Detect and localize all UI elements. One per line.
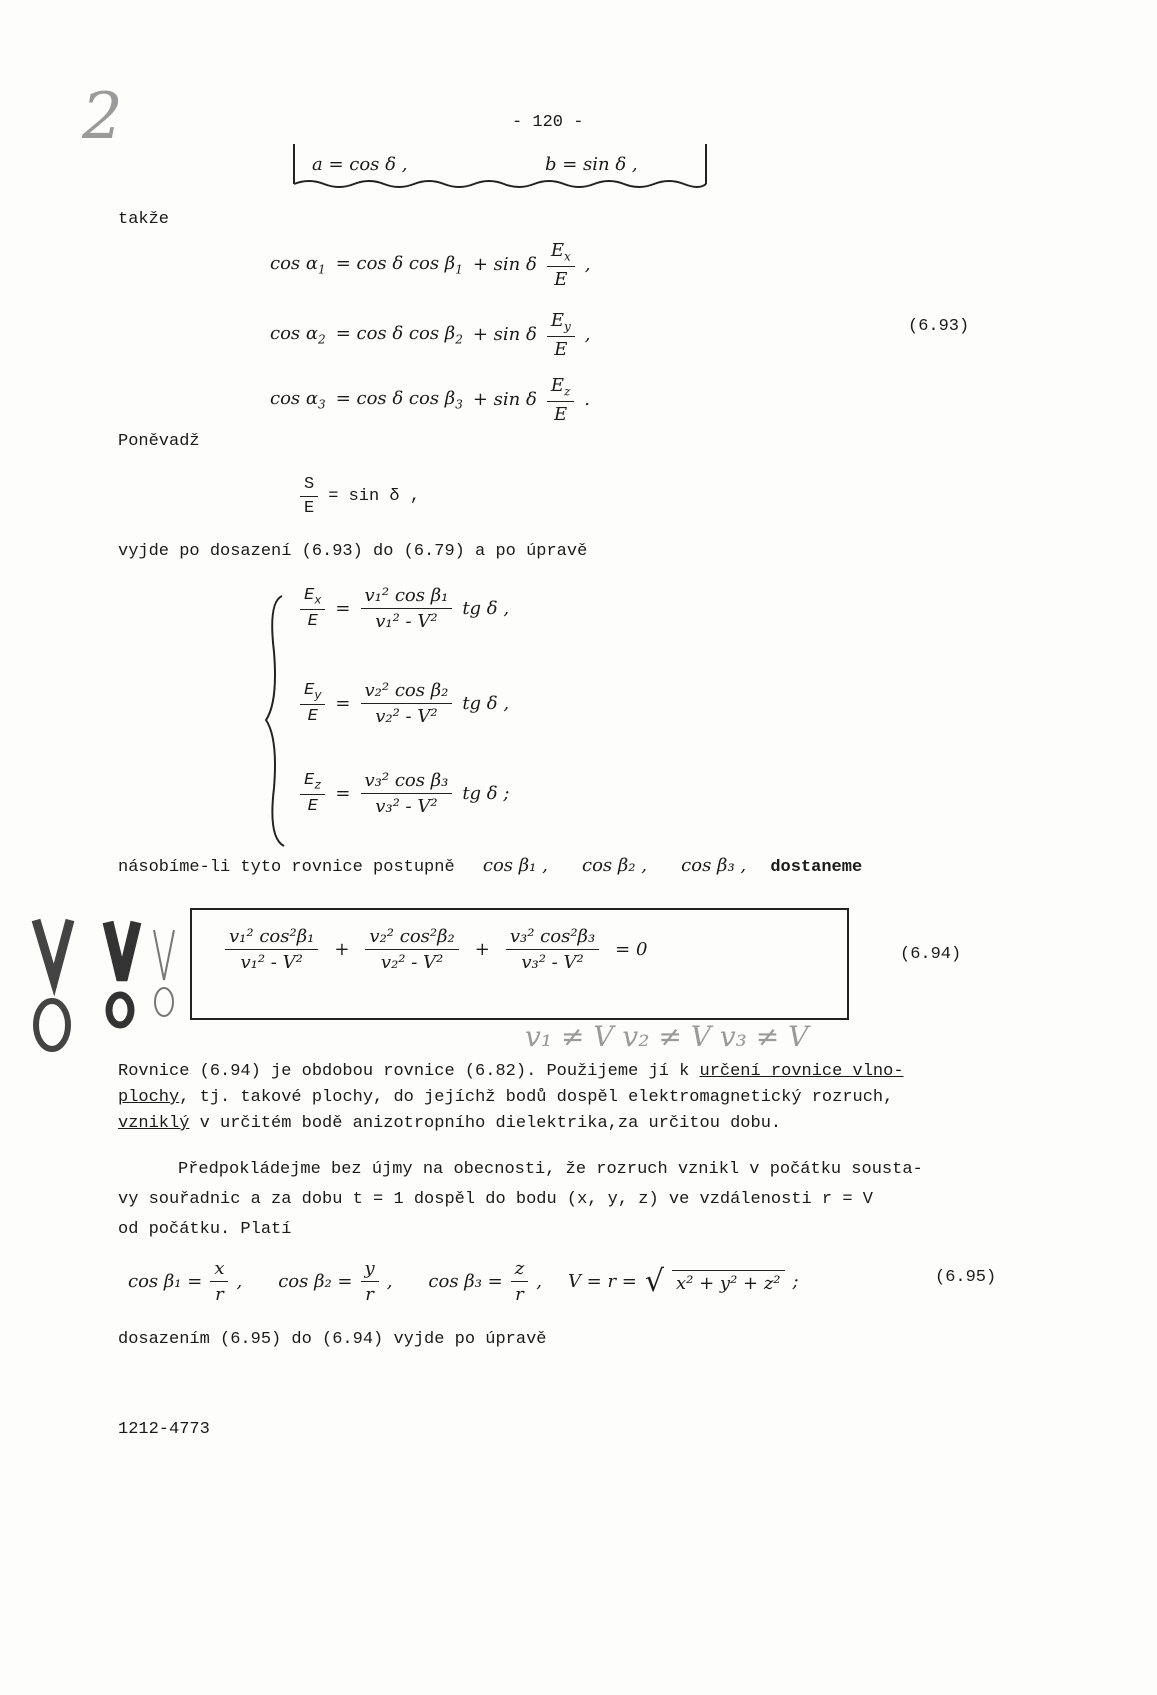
eq693-line-1: $\cos \alpha_1$ = cos δ $\cos \beta_1$ + sin δ $\frac{E_x}{E}$ , — [270, 240, 591, 290]
para2-line-1: Předpokládejme bez újmy na obecnosti, že rozruch vznikl v počátku sousta- — [178, 1160, 923, 1179]
word-ponevadz: Poněvadž — [118, 432, 200, 451]
s-over-e-eq: $\frac{S}{E}$ = sin δ , — [300, 475, 420, 518]
page-number: - 120 - — [512, 113, 584, 132]
boxed-definition — [290, 140, 710, 190]
eq693-line-3: $\cos \alpha_3$ = cos δ $\cos \beta_3$ + sin δ $\frac{E_z}{E}$ . — [270, 375, 591, 425]
sqrt-sign: √ — [644, 1264, 665, 1299]
para1-line-2: plochy, tj. takové plochy, do jejíchž bodů dospěl elektromagnetický rozruch, — [118, 1088, 894, 1107]
eq694-label: (6.94) — [900, 945, 962, 964]
eq694: $\frac{\text{v₁² cos²β₁}}{\text{v₁² - V²}}$ + $\frac{\text{v₂² cos²β₂}}{\text{v₂² - V²}}$ + $\frac{\text{v₃² cos²β₃}}{\text{v₃² - V²}}$ = 0 — [225, 926, 647, 973]
dosazenim-line: dosazením (6.95) do (6.94) vyjde po úpravě — [118, 1330, 547, 1349]
eq695: cos β₁ = $\frac{x}{r}$ , cos β₂ = $\frac{y}{r}$ , cos β₃ = $\frac{z}{r}$ , V = r = √ x² + y² + z² ; — [128, 1258, 799, 1305]
vyjde-line: vyjde po dosazení (6.93) do (6.79) a po úpravě — [118, 542, 588, 561]
tg-eq-2: $\frac{E_y}{E}$ = $\frac{\text{v₂² cos β₂}}{\text{v₂² - V²}}$ tg δ , — [300, 680, 509, 727]
eq695-label: (6.95) — [935, 1268, 997, 1287]
eq693-line-2: $\cos \alpha_2$ = cos δ $\cos \beta_2$ + sin δ $\frac{E_y}{E}$ , — [270, 310, 591, 360]
left-brace — [262, 592, 292, 850]
pencil-annotations: v₁ ≠ V v₂ ≠ V v₃ ≠ V — [525, 1020, 809, 1053]
margin-note: 2 — [82, 80, 123, 154]
nasobime-line: násobíme-li tyto rovnice postupně cos β₁ , cos β₂ , cos β₃ , dostaneme — [118, 855, 863, 877]
word-takze: takže — [118, 210, 170, 229]
para1-line-3: vzniklý v určitém bodě anizotropního dielektrika,za určitou dobu. — [118, 1114, 782, 1133]
def-a: a = cos δ , — [312, 154, 408, 175]
margin-exclamation-marks — [26, 910, 186, 1055]
para1-line-1: Rovnice (6.94) je obdobou rovnice (6.82). Použijeme jí k určení rovnice vlno- — [118, 1062, 904, 1081]
footer-code: 1212-4773 — [118, 1420, 210, 1439]
tg-eq-3: $\frac{E_z}{E}$ = $\frac{\text{v₃² cos β₃}}{\text{v₃² - V²}}$ tg δ ; — [300, 770, 509, 817]
tg-eq-1: $\frac{E_x}{E}$ = $\frac{\text{v₁² cos β₁}}{\text{v₁² - V²}}$ tg δ , — [300, 585, 509, 632]
def-b: b = sin δ , — [545, 154, 638, 175]
eq693-label: (6.93) — [908, 317, 970, 336]
para2-line-3: od počátku. Platí — [118, 1220, 292, 1239]
para2-line-2: vy souřadnic a za dobu t = 1 dospěl do bodu (x, y, z) ve vzdálenosti r = V — [118, 1190, 873, 1209]
